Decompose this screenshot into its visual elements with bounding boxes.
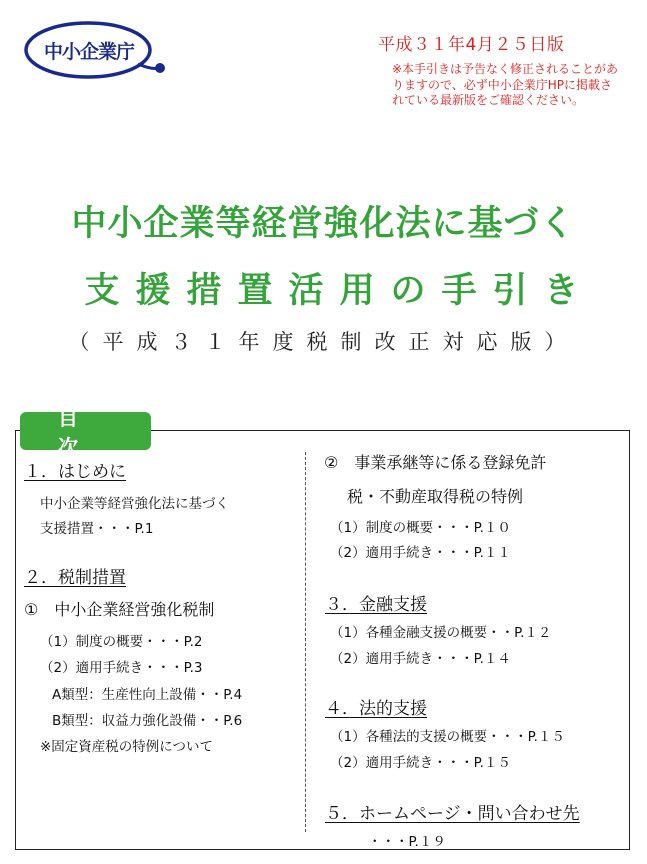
toc-item-link[interactable]: （2）適用手続き・・・P.１５ — [330, 755, 511, 771]
toc-heading-legal[interactable]: ４．法的支援 — [325, 699, 427, 719]
toc-item-link[interactable]: （1）制度の概要・・・P.１０ — [330, 520, 511, 536]
toc-item: 中小企業等経営強化法に基づく — [40, 496, 229, 512]
toc-item-link[interactable]: B類型：収益力強化設備・・P.6 — [52, 713, 243, 729]
logo-text: 中小企業庁 — [43, 41, 134, 63]
toc-item-link[interactable]: A類型：生産性向上設備・・P.4 — [52, 687, 243, 703]
revision-notice: ※本手引きは予告なく修正されることがありますので、必ず中小企業庁HPに掲載されている最新版をご確認ください。 — [392, 62, 619, 107]
edition-date: 平成３１年4月２５日版 — [378, 35, 565, 55]
toc-column-divider — [305, 452, 306, 832]
toc-subheading[interactable]: ② 事業承継等に係る登録免許 — [324, 453, 547, 472]
toc-heading: 目次 — [20, 412, 151, 450]
page-subtitle: （平成３１年度税制改正対応版） — [68, 330, 579, 354]
toc-subheading: 税・不動産取得税の特例 — [347, 487, 524, 506]
toc-heading-tax[interactable]: ２．税制措置 — [24, 568, 126, 588]
toc-item-link[interactable]: （2）適用手続き・・・P.１４ — [330, 651, 511, 667]
page-title-line1: 中小企業等経営強化法に基づく — [71, 204, 576, 244]
toc-item-link[interactable]: （1）各種法的支援の概要・・・P.１５ — [330, 729, 565, 745]
toc-item-link[interactable]: （1）各種金融支援の概要・・P.１２ — [330, 625, 552, 641]
toc-subheading[interactable]: ① 中小企業経営強化税制 — [24, 600, 215, 619]
toc-item-link[interactable]: 支援措置・・・P.1 — [40, 521, 154, 537]
page-title-line2: 支援措置活用の手引き — [84, 271, 595, 311]
toc-item-link[interactable]: ・・・P.１９ — [368, 834, 446, 850]
toc-item-link[interactable]: （1）制度の概要・・・P.2 — [40, 634, 203, 650]
toc-heading-contact[interactable]: ５．ホームページ・問い合わせ先 — [325, 804, 580, 824]
toc-heading-finance[interactable]: ３．金融支援 — [325, 595, 427, 615]
toc-item: ※固定資産税の特例について — [40, 739, 214, 755]
toc-item-link[interactable]: （2）適用手続き・・・P.3 — [40, 660, 203, 676]
toc-item-link[interactable]: （2）適用手続き・・・P.１１ — [330, 545, 511, 561]
agency-logo — [20, 18, 168, 92]
toc-heading-intro[interactable]: １．はじめに — [24, 462, 126, 482]
